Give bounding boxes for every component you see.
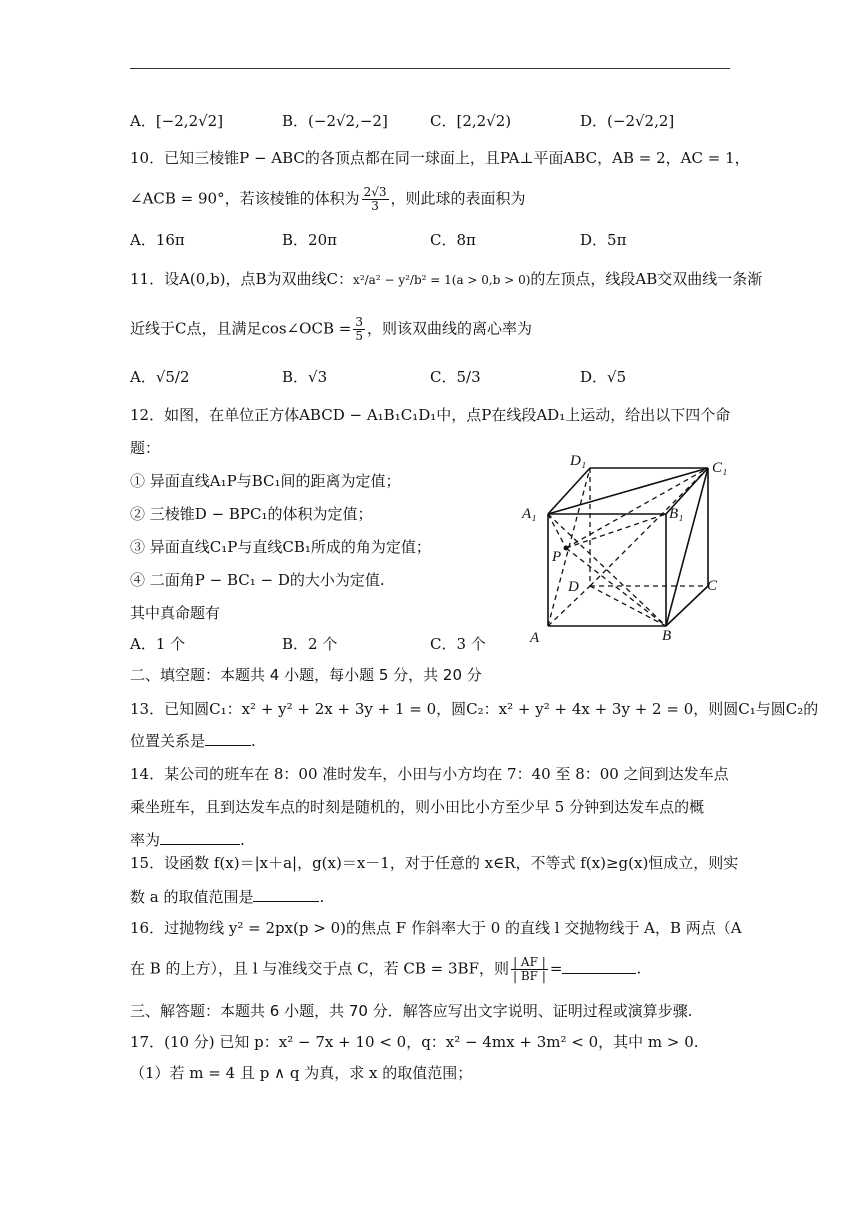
q15-answer-blank[interactable] xyxy=(253,887,319,902)
q10-option-c: C．8π xyxy=(430,231,476,249)
q12-line-2: 题： xyxy=(130,439,161,457)
q11-fraction xyxy=(353,316,365,343)
q12-prompt: 其中真命题有 xyxy=(130,604,221,622)
q15-line-1: 15．设函数 f(x)＝|x＋a|，g(x)＝x－1，对于任意的 x∈R，不等式 f(x)≥g(x)恒成立，则实 xyxy=(130,854,739,872)
q11-option-c: C．5/3 xyxy=(430,368,481,386)
q11-line-2 xyxy=(130,316,532,343)
q17-line-1: 17．(10 分) 已知 p：x² − 7x + 10 < 0，q：x² − 4mx + 3m² < 0，其中 m > 0. xyxy=(130,1033,699,1051)
label-c1: C₁ xyxy=(712,460,728,476)
q10-frac-num: 2√3 xyxy=(363,185,387,199)
label-a: A xyxy=(530,630,540,646)
q13-text: 位置关系是 xyxy=(130,732,206,750)
q14-line-2: 乘坐班车，且到达发车点的时刻是随机的，则小田比小方至少早 5 分钟到达发车点的概 xyxy=(130,798,705,816)
q16-period: . xyxy=(636,959,642,978)
q16-line-1: 16．过抛物线 y² = 2px(p > 0)的焦点 F 作斜率大于 0 的直线 l 交抛物线于 A，B 两点（A xyxy=(130,919,742,937)
q10-line-2 xyxy=(130,186,526,213)
q10-option-b: B．20π xyxy=(282,231,337,249)
q12-line-1: 12．如图，在单位正方体ABCD − A₁B₁C₁D₁中，点P在线段AD₁上运动，给出以下四个命 xyxy=(130,406,731,424)
q14-line-3 xyxy=(130,829,245,851)
q12-statement-3: ③ 异面直线C₁P与直线CB₁所成的角为定值； xyxy=(130,538,431,556)
q11-text-a: 11．设A(0,b)，点B为双曲线C： xyxy=(130,270,354,288)
q12-option-a: A．1 个 xyxy=(130,635,186,653)
seg-a1p xyxy=(548,514,566,548)
q16-equals: = xyxy=(549,959,563,978)
q9-option-d: D．(−2√2,2] xyxy=(580,112,675,130)
q15-period: . xyxy=(319,888,325,906)
q9-option-a: A．[−2,2√2] xyxy=(130,112,224,130)
q12-option-b: B．2 个 xyxy=(282,635,338,653)
seg-pc1 xyxy=(566,468,708,548)
q12-statement-2: ② 三棱锥D − BPC₁的体积为定值； xyxy=(130,505,373,523)
q11-option-d: D．√5 xyxy=(580,368,627,386)
q12-statement-4: ④ 二面角P − BC₁ − D的大小为定值. xyxy=(130,571,385,589)
q17-part-1: （1）若 m = 4 且 p ∧ q 为真，求 x 的取值范围； xyxy=(130,1064,473,1082)
q11-hyperbola-eq: x²/a² − y²/b² = 1(a > 0,b > 0) xyxy=(353,273,531,287)
q13-line-2 xyxy=(130,730,256,752)
q10-fraction xyxy=(362,186,389,213)
label-d1: D₁ xyxy=(570,453,587,469)
q15-text: 数 a 的取值范围是 xyxy=(130,888,254,906)
q14-line-1: 14．某公司的班车在 8：00 准时发车，小田与小方均在 7：40 至 8：00 之间到达发车点 xyxy=(130,765,729,783)
q14-answer-blank[interactable] xyxy=(160,830,240,845)
q14-text: 率为 xyxy=(130,831,161,849)
label-d: D xyxy=(568,579,579,595)
q16-line-2 xyxy=(130,956,641,983)
point-p xyxy=(564,546,569,551)
diag-db xyxy=(590,586,666,626)
cube-figure xyxy=(518,446,740,646)
q10-frac-den: 3 xyxy=(371,199,379,213)
q16-text-a: 在 B 的上方），且 l 与准线交于点 C，若 CB = 3BF，则 xyxy=(130,959,509,978)
header-rule xyxy=(130,68,730,69)
label-b: B xyxy=(662,628,672,644)
label-p: P xyxy=(552,549,562,565)
q13-line-1: 13．已知圆C₁：x² + y² + 2x + 3y + 1 = 0，圆C₂：x² + y² + 4x + 3y + 2 = 0，则圆C₁与圆C₂的 xyxy=(130,700,819,718)
q15-line-2 xyxy=(130,886,324,908)
q11-text-d: 近线于C点，且满足cos∠OCB = xyxy=(130,319,352,338)
section-2-heading: 二、填空题：本题共 4 小题，每小题 5 分，共 20 分 xyxy=(130,666,482,684)
q11-text-c: 的左顶点，线段AB交双曲线一条渐 xyxy=(530,270,763,288)
q11-text-e: ，则该双曲线的离心率为 xyxy=(366,319,532,338)
q12-option-c: C．3 个 xyxy=(430,635,486,653)
q16-fraction xyxy=(511,956,548,983)
q10-line-1: 10．已知三棱锥P − ABC的各顶点都在同一球面上，且PA⊥平面ABC，AB = 2，AC = 1， xyxy=(130,149,750,167)
q11-option-a: A．√5/2 xyxy=(130,368,190,386)
q10-option-d: D．5π xyxy=(580,231,627,249)
q13-answer-blank[interactable] xyxy=(205,731,251,746)
q16-answer-blank[interactable] xyxy=(562,959,636,974)
q11-option-b: B．√3 xyxy=(282,368,328,386)
q11-frac-num: 3 xyxy=(355,315,363,329)
q9-option-c: C．[2,2√2) xyxy=(430,112,512,130)
q10-option-a: A．16π xyxy=(130,231,185,249)
diag-a1b xyxy=(548,514,666,626)
q16-frac-num: | AF | xyxy=(511,956,548,970)
q11-line-1 xyxy=(130,268,762,291)
label-b1: B₁ xyxy=(669,506,684,522)
label-c: C xyxy=(707,578,718,594)
q10-text-a: ∠ACB = 90°，若该棱锥的体积为 xyxy=(130,189,360,208)
q16-frac-den: | BF | xyxy=(513,969,546,983)
q12-statement-1: ① 异面直线A₁P与BC₁间的距离为定值； xyxy=(130,472,401,490)
section-3-heading: 三、解答题：本题共 6 小题，共 70 分．解答应写出文字说明、证明过程或演算步骤. xyxy=(130,1002,693,1020)
q10-text-b: ，则此球的表面积为 xyxy=(390,189,526,208)
q14-period: . xyxy=(240,831,245,849)
edge-bc xyxy=(666,586,708,626)
q11-frac-den: 5 xyxy=(355,329,363,343)
diag-a1c1 xyxy=(548,468,708,514)
q9-option-b: B．(−2√2,−2] xyxy=(282,112,388,130)
q13-period: . xyxy=(251,732,256,750)
label-a1: A₁ xyxy=(522,506,537,522)
